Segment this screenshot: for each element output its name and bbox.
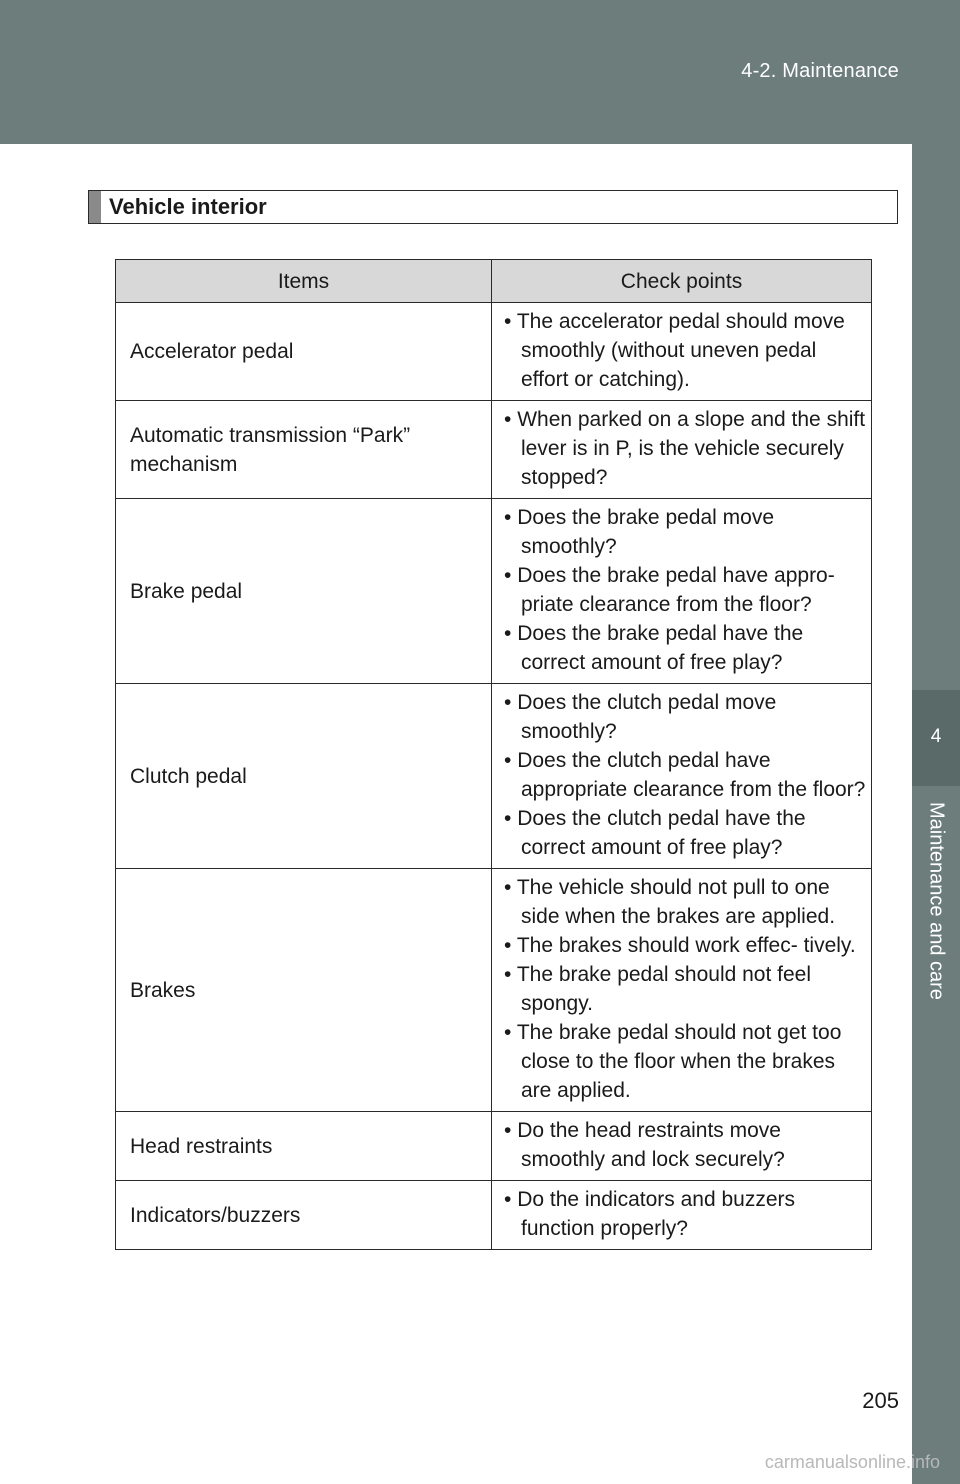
- table-row: [116, 401, 872, 499]
- check-points-list: [504, 688, 869, 862]
- check-points-list: [504, 307, 869, 394]
- check-points-list: [504, 503, 869, 677]
- page-number: 205: [862, 1388, 899, 1413]
- side-tab-label: Maintenance and care: [925, 802, 948, 1000]
- item-cell: Indicators/buzzers: [116, 1181, 492, 1250]
- item-cell: Automatic transmission “Park” mechanism: [116, 401, 492, 499]
- watermark: carmanualsonline.info: [764, 1452, 940, 1472]
- table-row: [116, 684, 872, 869]
- check-point: • Does the brake pedal have the correct amount of free play?: [504, 619, 869, 677]
- check-point: • Does the brake pedal move smoothly?: [504, 503, 869, 561]
- item-cell: Head restraints: [116, 1112, 492, 1181]
- column-header-items: Items: [116, 260, 492, 303]
- check-point: • The brake pedal should not get too close to the floor when the brakes are applied.: [504, 1018, 869, 1105]
- check-point: • The accelerator pedal should move smoothly (without uneven pedal effort or catching).: [504, 307, 869, 394]
- check-point: • The vehicle should not pull to one side when the brakes are applied.: [504, 873, 869, 931]
- item-cell: Brakes: [116, 869, 492, 1112]
- side-tab-number: 4: [930, 726, 942, 747]
- check-point: • Do the indicators and buzzers function properly?: [504, 1185, 869, 1243]
- section-title-bar: [89, 191, 101, 223]
- check-point: • Does the clutch pedal have appropriate clearance from the floor?: [504, 746, 869, 804]
- table-row: [116, 499, 872, 684]
- check-points-cell: [492, 869, 872, 1112]
- checklist-table: [115, 259, 872, 1250]
- check-point: • Does the brake pedal have appro- priate clearance from the floor?: [504, 561, 869, 619]
- check-points-cell: [492, 1181, 872, 1250]
- check-points-cell: [492, 684, 872, 869]
- check-points-cell: [492, 303, 872, 401]
- check-point: • Does the clutch pedal have the correct amount of free play?: [504, 804, 869, 862]
- item-cell: Accelerator pedal: [116, 303, 492, 401]
- check-point: • When parked on a slope and the shift lever is in P, is the vehicle securely stopped?: [504, 405, 869, 492]
- check-point: • Do the head restraints move smoothly and lock securely?: [504, 1116, 869, 1174]
- check-point: • The brakes should work effec- tively.: [504, 931, 869, 960]
- table-row: [116, 303, 872, 401]
- section-title-box: [88, 190, 898, 224]
- table-row: [116, 869, 872, 1112]
- table-row: [116, 1181, 872, 1250]
- check-points-cell: [492, 1112, 872, 1181]
- column-header-check-points: Check points: [492, 260, 872, 303]
- check-points-list: [504, 1116, 869, 1174]
- check-point: • Does the clutch pedal move smoothly?: [504, 688, 869, 746]
- check-points-cell: [492, 401, 872, 499]
- section-title: Vehicle interior: [109, 194, 267, 219]
- check-points-list: [504, 873, 869, 1105]
- table-header-row: [116, 260, 872, 303]
- item-cell: Clutch pedal: [116, 684, 492, 869]
- check-points-list: [504, 1185, 869, 1243]
- header-section-title: 4-2. Maintenance: [741, 60, 899, 82]
- table-row: [116, 1112, 872, 1181]
- check-points-list: [504, 405, 869, 492]
- check-point: • The brake pedal should not feel spongy.: [504, 960, 869, 1018]
- item-cell: Brake pedal: [116, 499, 492, 684]
- check-points-cell: [492, 499, 872, 684]
